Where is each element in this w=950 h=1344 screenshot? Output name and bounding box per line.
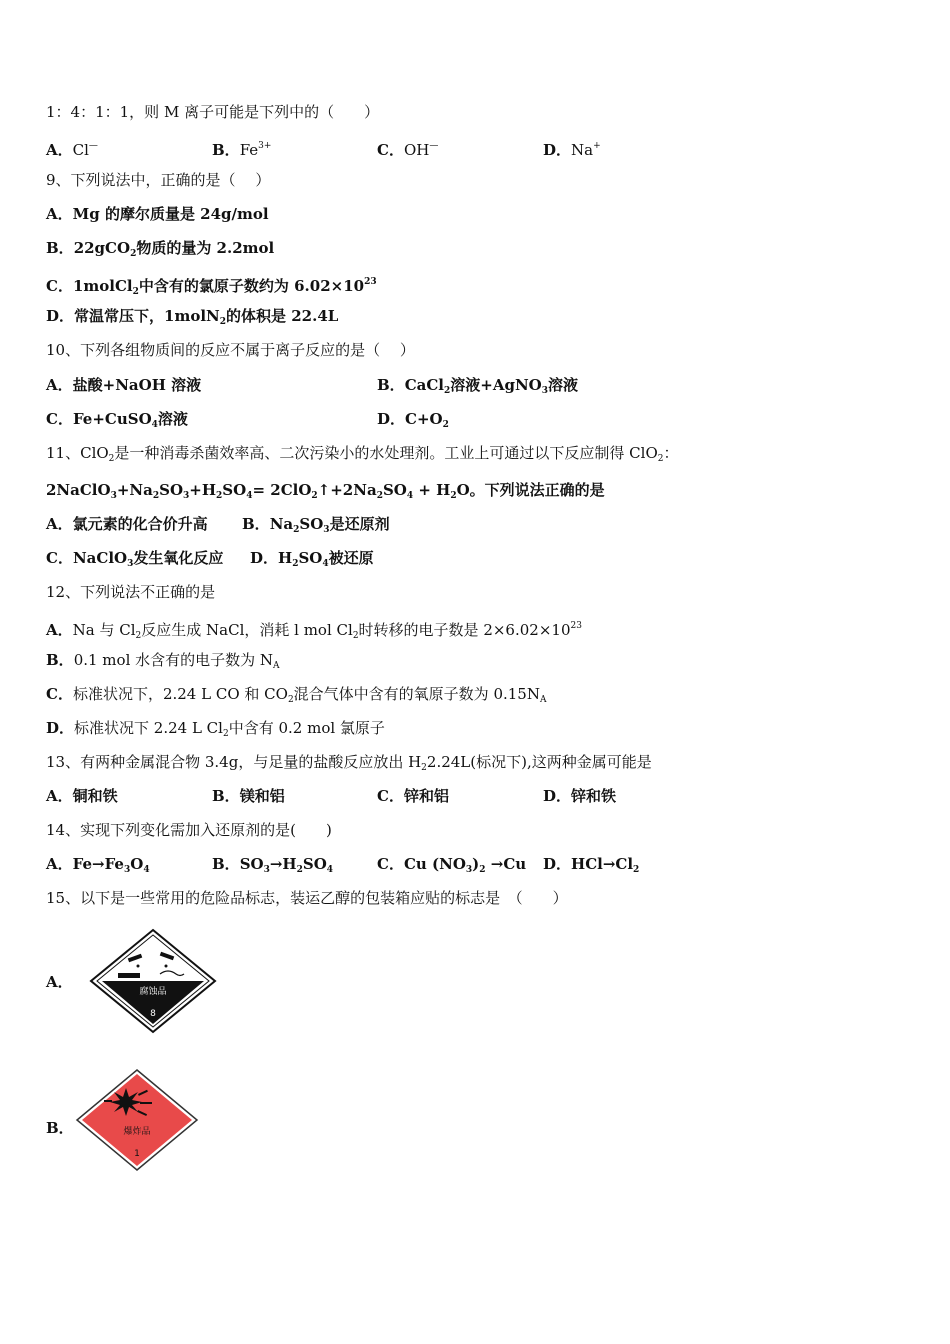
q14-option-d[interactable]: D．$HCl\to Cl_2$	[543, 855, 640, 875]
q9-option-c[interactable]: C．1molCl$_2$中含有的氯原子数约为 $6.02\times 10^{23}$	[46, 277, 377, 297]
q12-option-b[interactable]: B．0.1 mol 水含有的电子数为 $N_A$	[46, 651, 280, 671]
q11-row-2	[46, 547, 926, 569]
explosive-sign-label: 爆炸品	[123, 1127, 151, 1137]
q9-option-d[interactable]: D．常温常压下，1molN$_2$的体积是 22.4L	[46, 307, 339, 327]
q11-option-d[interactable]: D．$H_2SO_4$被还原	[250, 549, 374, 569]
q13-option-b[interactable]: B．镁和铝	[212, 787, 285, 805]
q11-equation: $2NaClO_3+Na_2SO_3+H_2SO_4=$ $2ClO_2↑+2Na_2SO_4 + H_2O$。下列说法正确的是	[46, 481, 605, 501]
q9-option-b[interactable]: B．22gCO$_2$物质的量为 2.2mol	[46, 239, 275, 259]
q10-stem: 10、下列各组物质间的反应不属于离子反应的是（ ）	[46, 341, 415, 359]
explosive-sign[interactable]	[74, 1068, 200, 1172]
q15-option-b-letter[interactable]: B．	[46, 1119, 74, 1137]
q11-stem: 11、ClO$_2$是一种消毒杀菌效率高、二次污染小的水处理剂。工业上可通过以下反应制得 ClO$_2$：	[46, 444, 679, 464]
q10-option-c[interactable]: C．Fe+CuSO$_4$溶液	[46, 410, 188, 430]
q14-option-c[interactable]: C．Cu $(NO_3)_2 \to Cu$	[377, 855, 527, 875]
corrosive-bar-icon	[118, 973, 140, 978]
q11-option-b[interactable]: B．$Na_2SO_3$是还原剂	[242, 515, 390, 535]
q12-option-c[interactable]: C．标准状况下，2.24 L CO 和 $CO_2$混合气体中含有的氧原子数为 $0.15N_A$	[46, 685, 547, 705]
q8-option-c[interactable]: C．OH—	[377, 141, 439, 159]
q8-option-d[interactable]: D．Na+	[543, 141, 601, 159]
q14-option-a[interactable]: A．$Fe\to Fe_3O_4$	[46, 855, 150, 875]
q14-stem: 14、实现下列变化需加入还原剂的是( )	[46, 821, 332, 839]
q9-option-a[interactable]: A．Mg 的摩尔质量是 24g/mol	[46, 205, 269, 223]
q12-stem: 12、下列说法不正确的是	[46, 583, 216, 601]
q10-row-1	[46, 374, 926, 396]
corrosive-sign-label: 腐蚀品	[139, 987, 167, 997]
q11-row-1	[46, 513, 926, 535]
q11-option-a[interactable]: A．氯元素的化合价升高	[46, 515, 208, 533]
q10-row-2	[46, 408, 926, 430]
q10-option-a[interactable]: A．盐酸+NaOH 溶液	[46, 376, 202, 394]
q10-option-d[interactable]: D．$C+O_2$	[377, 410, 449, 430]
q13-stem: 13、有两种金属混合物 3.4g，与足量的盐酸反应放出 $H_22.24L$(标况下),这两种金属可能是	[46, 753, 652, 773]
q10-option-b[interactable]: B．CaCl$_2$溶液+AgNO$_3$溶液	[377, 376, 579, 396]
corrosive-sign[interactable]	[88, 928, 218, 1034]
q11-option-c[interactable]: C．NaClO$_3$发生氧化反应	[46, 549, 224, 569]
q12-option-a[interactable]: A．Na 与 $Cl_2$反应生成 NaCl，消耗 l mol $Cl_2$时转移的电子数是 $2\times 6.02\times 10^{23}$	[46, 621, 582, 641]
q15-option-a-letter[interactable]: A．	[46, 973, 73, 991]
q14-options	[46, 853, 926, 875]
q15-stem: 15、以下是一些常用的危险品标志，装运乙醇的包装箱应贴的标志是 （ ）	[46, 889, 568, 907]
q13-option-d[interactable]: D．锌和铁	[543, 787, 617, 805]
q14-option-b[interactable]: B．$SO_3\to H_2SO_4$	[212, 855, 334, 875]
q8-option-a[interactable]: A．Cl—	[46, 141, 98, 159]
q13-option-c[interactable]: C．锌和铝	[377, 787, 449, 805]
q9-stem: 9、下列说法中，正确的是（ ）	[46, 171, 271, 189]
q12-option-d[interactable]: D．标准状况下 2.24 L $Cl_2$中含有 0.2 mol 氯原子	[46, 719, 385, 739]
q8-stem: 1：4：1：1，则 M 离子可能是下列中的（ ）	[46, 103, 380, 121]
q13-option-a[interactable]: A．铜和铁	[46, 787, 118, 805]
q13-options	[46, 785, 926, 807]
q8-option-b[interactable]: B．$Fe^{3+}$	[212, 141, 272, 159]
q8-options	[46, 135, 926, 157]
corrosive-sign-number: 8	[150, 1009, 156, 1019]
explosive-sign-number: 1	[134, 1149, 140, 1159]
